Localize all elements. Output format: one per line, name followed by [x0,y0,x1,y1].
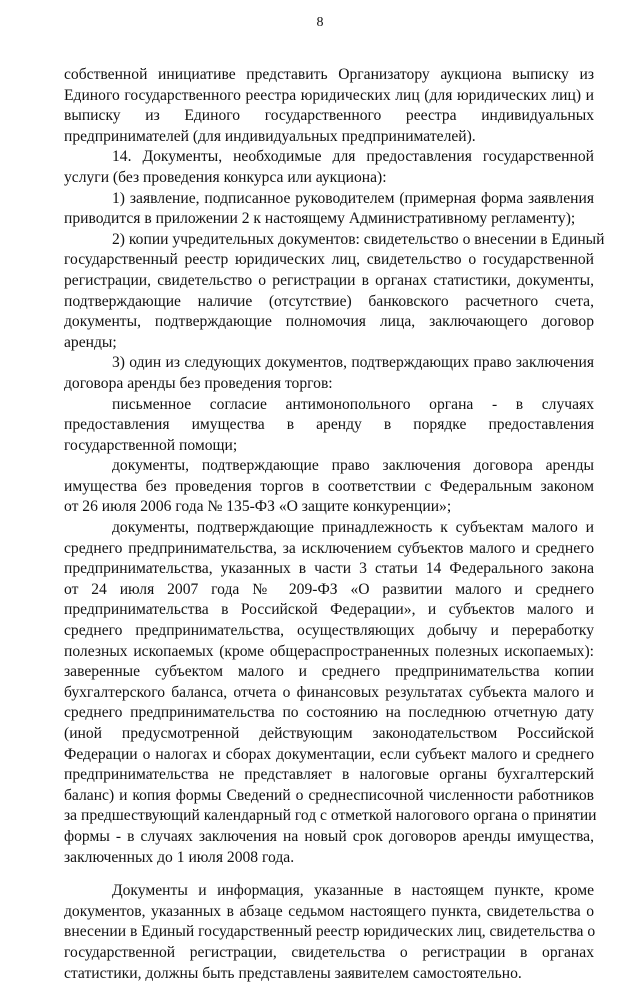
text-line: предпринимательства в Российской Федерации», и субъектов малого и [64,601,594,619]
text-line: 1) заявление, подписанное руководителем (примерная форма заявления [112,189,594,207]
text-line: предпринимательства, указанных в части 3 статьи 14 Федерального закона [64,560,594,578]
text-line: 2) копии учредительных документов: свидетельство о внесении в Единый [112,230,605,248]
text-line: формы - в случаях заключения на новый срок договоров аренды имущества, [64,827,594,845]
text-line: Документы и информация, указанные в настоящем пункте, кроме [112,882,594,900]
text-line: статистики, должны быть представлены заявителем самостоятельно. [64,964,522,982]
text-line: имущества без проведения торгов в соответствии с Федеральным законом [64,477,594,495]
document-body [64,65,605,984]
text-line: среднего предпринимательства по состоянию на последнюю отчетную дату [64,704,594,722]
text-line: регистрации, свидетельство о регистрации в органах статистики, документы, [64,271,594,289]
text-line: полезных ископаемых (кроме общераспространенных полезных ископаемых): [64,642,594,660]
text-line: предоставления имущества в аренду в порядке предоставления [64,416,594,434]
text-line: собственной инициативе представить Организатору аукциона выписку из [64,66,594,83]
text-line: Единого государственного реестра юридических лиц (для юридических лиц) и [64,86,594,104]
text-line: бухгалтерского баланса, отчета о финансовых результатах субъекта малого и [64,683,594,701]
text-line: выписку из Единого государственного реестра индивидуальных [64,107,594,125]
text-line: внесении в Единый государственный реестр юридических лиц, свидетельства о [64,923,596,941]
text-line: от 24 июля 2007 года № 209-ФЗ «О развитии малого и среднего [64,580,594,598]
text-line: государственной помощи; [64,436,238,454]
text-line: документов, указанных в абзаце седьмом настоящего пункта, свидетельства о [64,902,594,920]
text-line: заверенные субъектом малого и среднего предпринимательства копии [64,663,594,681]
text-line: среднего предпринимательства, осуществляющих добычу и переработку [64,622,594,640]
text-line: документы, подтверждающие принадлежность к субъектам малого и [112,519,594,537]
text-line: подтверждающие наличие (отсутствие) банковского расчетного счета, [64,292,594,310]
text-line: предпринимателей (для индивидуальных предпринимателей). [64,127,476,145]
text-line: от 26 июля 2006 года № 135-ФЗ «О защите конкуренции»; [64,498,452,516]
text-line: заключенных до 1 июля 2008 года. [64,848,295,866]
text-line: среднего предпринимательства, за исключением субъектов малого и среднего [64,539,594,557]
page-number: 8 [316,15,324,30]
text-line: документы, подтверждающие право заключения договора аренды [112,457,594,475]
text-line: баланс) и копия формы Сведений о среднесписочной численности работников [64,786,594,804]
text-line: приводится в приложении 2 к настоящему Административному регламенту); [64,210,576,228]
text-line: договора аренды без проведения торгов: [64,374,333,392]
text-line: государственный реестр юридических лиц, свидетельство о государственной [64,251,594,269]
text-line: Федерации о налогах и сборах документации, если субъект малого и среднего [64,745,594,763]
text-line: 3) один из следующих документов, подтверждающих право заключения [112,354,594,372]
text-line: государственной регистрации, свидетельства о регистрации в органах [64,943,594,961]
text-line: документы, подтверждающие полномочия лица, заключающего договор [64,313,594,331]
text-line: письменное согласие антимонопольного органа - в случаях [112,395,594,413]
text-line: аренды; [64,333,117,351]
text-line: (иной предусмотренной действующим законодательством Российской [64,725,594,742]
text-line: за предшествующий календарный год с отметкой налогового органа о принятии [64,807,597,825]
text-line: услуги (без проведения конкурса или аукциона): [64,168,387,186]
text-line: 14. Документы, необходимые для предоставления государственной [112,148,594,166]
text-line: предпринимательства не представляет в налоговые органы бухгалтерский [64,766,594,784]
